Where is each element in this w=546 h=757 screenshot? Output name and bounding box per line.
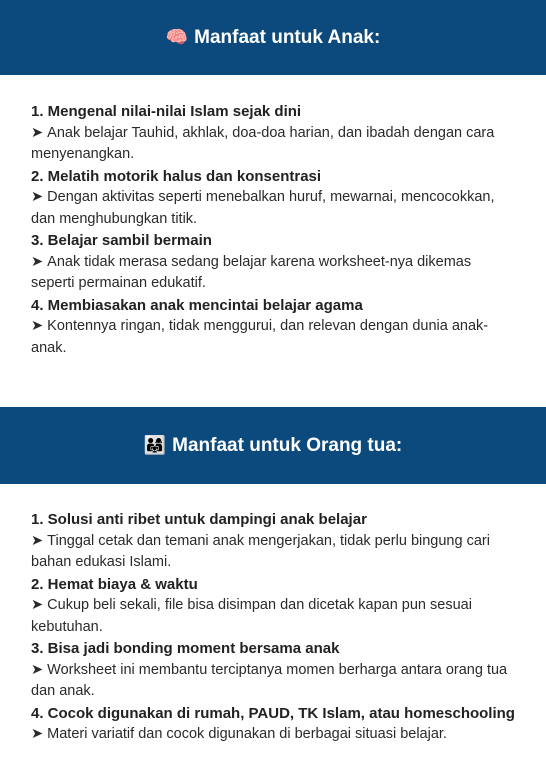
item-desc-text: Kontennya ringan, tidak menggurui, dan relevan dengan dunia anak-anak. <box>31 318 489 356</box>
item-desc <box>31 595 515 638</box>
brain-icon: 🧠 <box>165 27 189 47</box>
item-title: 2. Hemat biaya & waktu <box>31 575 198 593</box>
family-icon: 👨‍👩‍👧 <box>143 435 167 455</box>
arrow-icon: ➤ <box>31 124 44 141</box>
arrow-icon: ➤ <box>31 597 44 613</box>
item-desc <box>31 531 515 574</box>
item-desc <box>31 187 515 230</box>
benefits-list-orang-tua <box>31 509 515 746</box>
item-desc-text: Cukup beli sekali, file bisa disimpan dan dicetak kapan pun sesuai kebutuhan. <box>31 597 472 635</box>
item-desc-text: Anak tidak merasa sedang belajar karena worksheet-nya dikemas seperti permainan edukatif. <box>31 253 472 291</box>
arrow-icon: ➤ <box>31 532 44 549</box>
item-desc-text: Tinggal cetak dan temani anak mengerjakan, tidak perlu bingung cari bahan edukasi Islami. <box>31 532 490 570</box>
item-desc <box>31 660 515 703</box>
section-banner-orang-tua <box>0 407 546 484</box>
item-title: 3. Belajar sambil bermain <box>31 232 212 249</box>
list-item <box>31 509 515 574</box>
arrow-icon: ➤ <box>31 318 44 334</box>
item-title: 1. Mengenal nilai-nilai Islam sejak dini <box>31 103 302 120</box>
item-title: 4. Cocok digunakan di rumah, PAUD, TK Islam, atau homeschooling <box>31 704 515 722</box>
arrow-icon: ➤ <box>31 189 44 205</box>
item-title: 1. Solusi anti ribet untuk dampingi anak belajar <box>31 511 367 528</box>
section-title: Manfaat untuk Orang tua: <box>172 434 403 456</box>
section-banner-anak <box>0 0 546 75</box>
item-desc <box>31 123 515 166</box>
item-title: 4. Membiasakan anak mencintai belajar agama <box>31 296 363 314</box>
list-item <box>31 703 515 746</box>
section-title: Manfaat untuk Anak: <box>194 26 381 48</box>
list-item <box>31 574 515 639</box>
item-desc-text: Worksheet ini membantu terciptanya momen berharga antara orang tua dan anak. <box>31 661 508 699</box>
arrow-icon: ➤ <box>31 253 44 270</box>
item-desc-text: Materi variatif dan cocok digunakan di berbagai situasi belajar. <box>47 726 447 742</box>
list-item <box>31 230 515 295</box>
item-title: 2. Melatih motorik halus dan konsentrasi <box>31 167 322 185</box>
item-title: 3. Bisa jadi bonding moment bersama anak <box>31 640 340 657</box>
list-item <box>31 166 515 231</box>
item-desc <box>31 316 515 359</box>
item-desc <box>31 724 515 746</box>
list-item <box>31 295 515 360</box>
list-item <box>31 638 515 703</box>
item-desc <box>31 252 515 295</box>
list-item <box>31 101 515 166</box>
item-desc-text: Anak belajar Tauhid, akhlak, doa-doa harian, dan ibadah dengan cara menyenangkan. <box>31 124 495 162</box>
arrow-icon: ➤ <box>31 661 44 678</box>
arrow-icon: ➤ <box>31 726 44 742</box>
benefits-list-anak <box>31 101 515 359</box>
item-desc-text: Dengan aktivitas seperti menebalkan huruf, mewarnai, mencocokkan, dan menghubungkan titik. <box>31 189 495 227</box>
